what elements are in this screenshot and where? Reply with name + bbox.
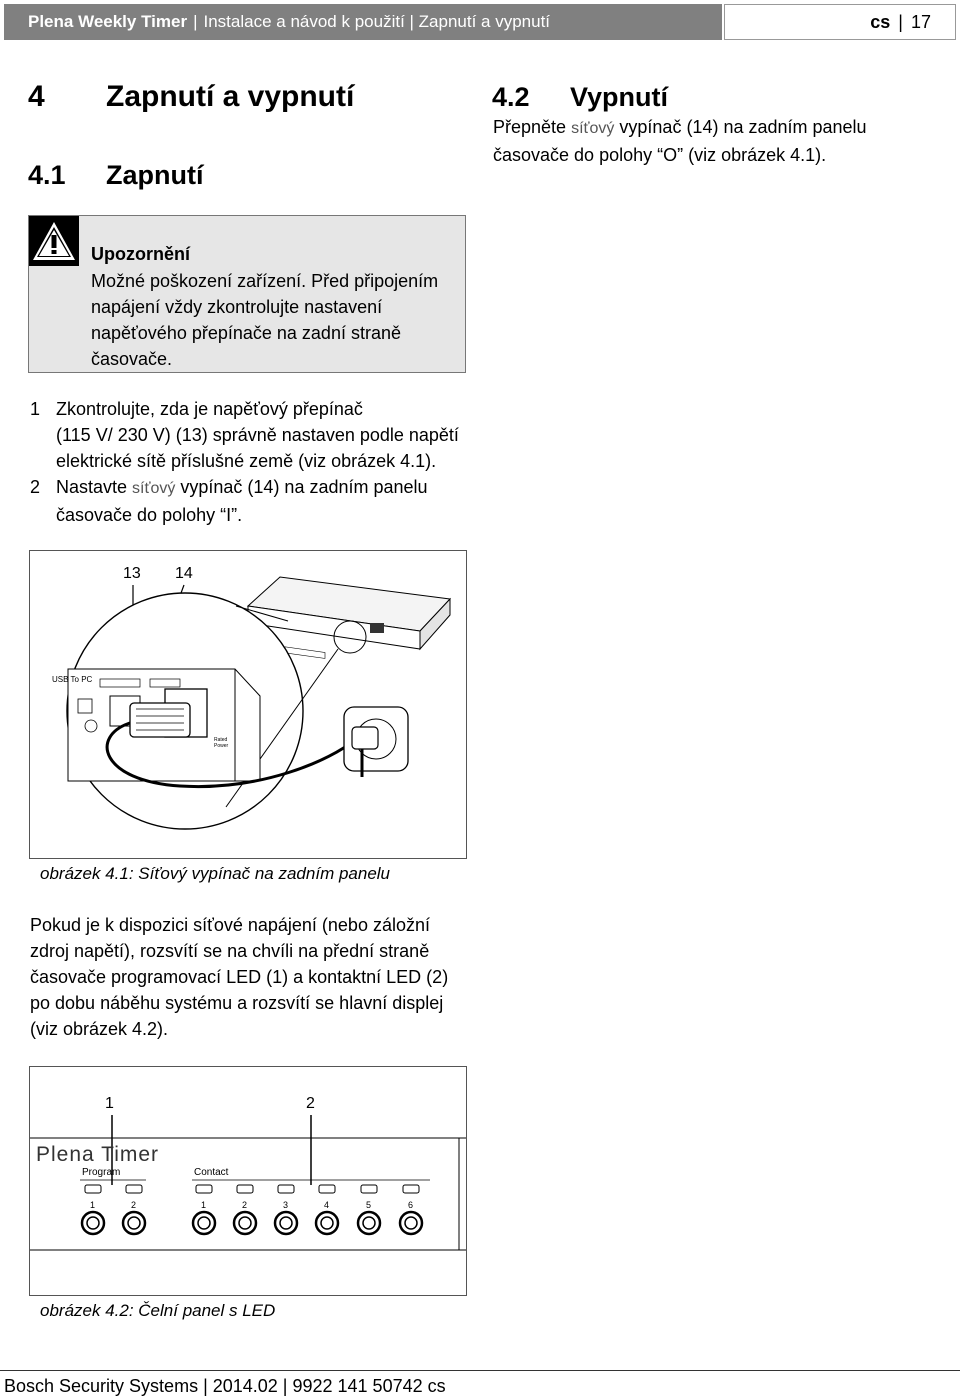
step-1-number: 1 <box>30 399 41 419</box>
contact-label: Contact <box>194 1167 229 1178</box>
section-42-text: Přepněte síťový vypínač (14) na zadním panelu časovače do polohy “O” (viz obrázek 4.1). <box>493 117 867 165</box>
contact-button-6-label: 6 <box>408 1200 414 1210</box>
callout-2: 2 <box>306 1095 315 1112</box>
figure-4-1 <box>29 550 467 859</box>
footer-text: Bosch Security Systems | 2014.02 | 9922 141 50742 cs <box>4 1376 446 1396</box>
header-page-box: cs | 17 <box>724 4 956 40</box>
warning-triangle-icon <box>29 216 79 266</box>
figure-4-2-caption: obrázek 4.2: Čelní panel s LED <box>40 1301 276 1320</box>
program-button-1-label: 1 <box>90 1200 96 1210</box>
led-paragraph: Pokud je k dispozici síťové napájení (nebo záložní zdroj napětí), rozsvítí se na chvíli na přední straně časovače programovací LED (1) a kontaktní LED (2) po dobu náběhu systému a rozsvítí se hlavní displej (viz obrázek 4.2). <box>30 915 449 1039</box>
contact-button-2-label: 2 <box>242 1200 248 1210</box>
warning-box <box>28 215 466 373</box>
rear-panel-illustration <box>30 551 466 858</box>
usb-port-label: USB To PC <box>52 675 93 684</box>
svg-text:Rated: Rated <box>214 737 228 743</box>
header-document: Instalace a návod k použití | Zapnutí a vypnutí <box>203 12 551 31</box>
contact-button-3-label: 3 <box>283 1200 289 1210</box>
steps-list <box>30 396 480 526</box>
header-product: Plena Weekly Timer <box>28 12 188 31</box>
program-button-2-label: 2 <box>131 1200 137 1210</box>
callout-1: 1 <box>105 1095 114 1112</box>
step-2-number: 2 <box>30 477 41 497</box>
program-label: Program <box>82 1167 121 1178</box>
step-1-text: Zkontrolujte, zda je napěťový přepínač (115 V/ 230 V) (13) správně nastaven podle napětí elektrické sítě příslušné země (viz obrázek 4.1). <box>56 399 459 471</box>
contact-button-4-label: 4 <box>324 1200 330 1210</box>
footer-divider <box>0 1370 960 1371</box>
header-lang: cs <box>870 11 891 32</box>
section-41-title: Zapnutí <box>106 160 204 190</box>
header-title-bar <box>4 4 722 40</box>
contact-button-5-label: 5 <box>366 1200 372 1210</box>
header-separator: | <box>193 12 198 31</box>
section-4-title: Zapnutí a vypnutí <box>106 80 355 113</box>
section-41-number: 4.1 <box>28 160 66 190</box>
section-42-number: 4.2 <box>492 82 530 112</box>
step-2-text: Nastavte síťový vypínač (14) na zadním panelu časovače do polohy “I”. <box>56 477 428 525</box>
contact-button-1-label: 1 <box>201 1200 207 1210</box>
front-panel-illustration <box>30 1067 466 1295</box>
front-panel-brand: Plena Timer <box>36 1143 160 1166</box>
header-page-number: 17 <box>910 11 931 32</box>
warning-title: Upozornění <box>91 244 190 264</box>
figure-4-1-caption: obrázek 4.1: Síťový vypínač na zadním panelu <box>40 864 391 883</box>
callout-14: 14 <box>175 565 193 582</box>
svg-text:Power: Power <box>214 743 229 749</box>
figure-4-2 <box>29 1066 467 1296</box>
section-42-title: Vypnutí <box>570 82 668 112</box>
callout-13: 13 <box>123 565 141 582</box>
section-4-number: 4 <box>28 80 45 113</box>
warning-text: Možné poškození zařízení. Před připojením napájení vždy zkontrolujte nastavení napěťového přepínače na zadní straně časovače. <box>91 271 439 369</box>
